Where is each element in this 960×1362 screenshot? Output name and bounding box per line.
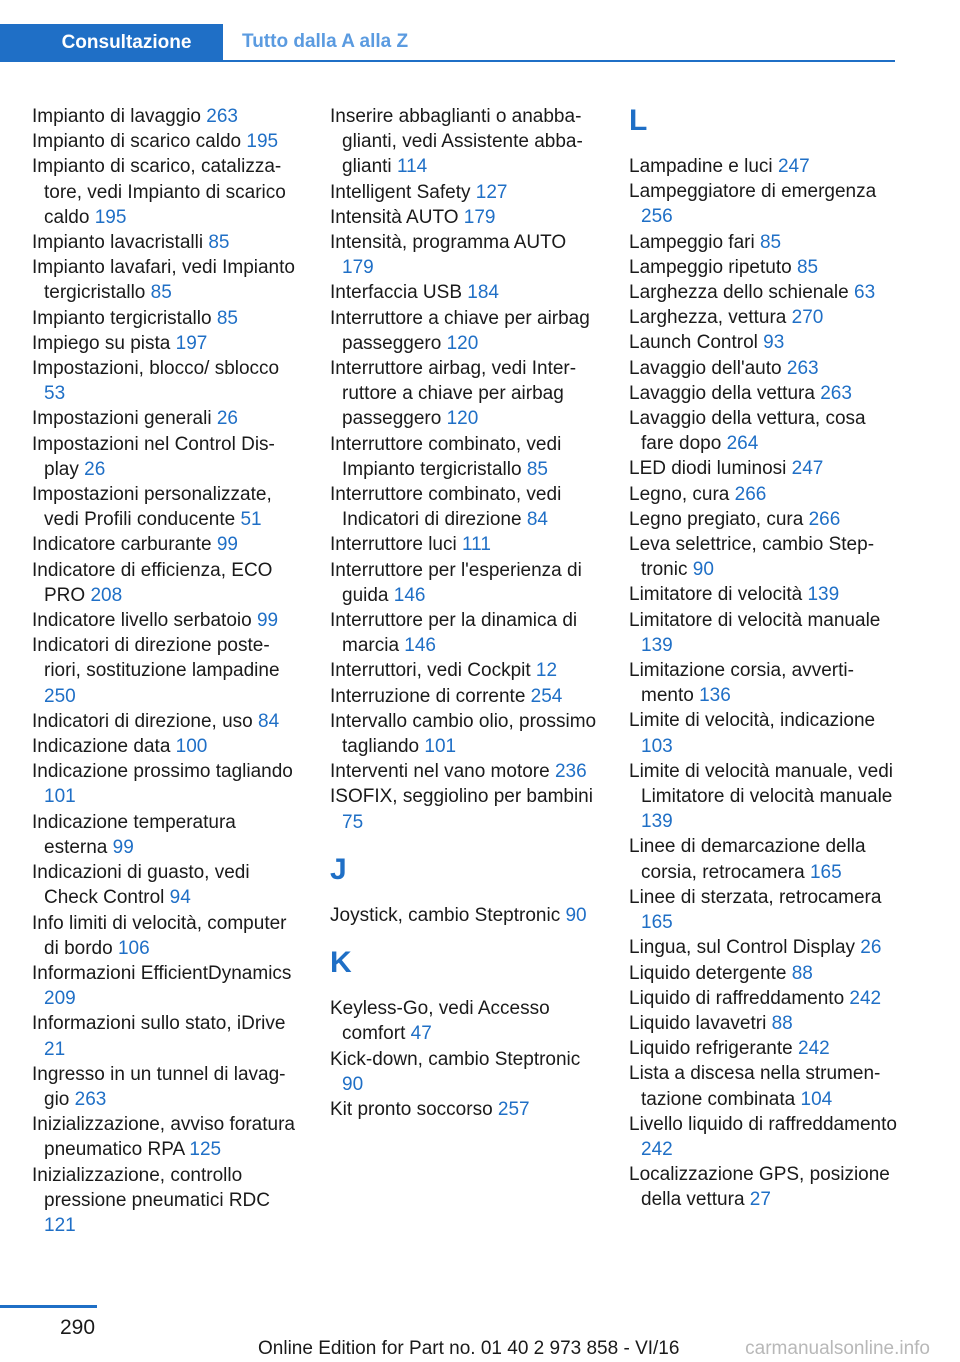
index-entry [629, 507, 897, 532]
entry-text: Indicatore carburante [32, 534, 212, 556]
page-link[interactable]: 114 [396, 156, 428, 178]
page-link[interactable]: 165 [641, 912, 673, 934]
entry-text: Lavaggio dell'auto [629, 357, 782, 379]
page-link[interactable]: 94 [169, 887, 191, 909]
page-link[interactable]: 12 [535, 660, 558, 682]
index-entry [32, 255, 300, 305]
entry-text: Indicatori di direzione, uso [32, 710, 253, 732]
page-link[interactable]: 75 [342, 811, 364, 833]
page-link[interactable]: 179 [342, 257, 374, 279]
page-link[interactable]: 270 [791, 307, 824, 329]
entry-text: Impostazioni personalizzate, vedi Profili conducente [32, 484, 272, 531]
page-link[interactable]: 263 [820, 382, 852, 404]
entry-text: Interruttore airbag, vedi Interruttore a chiave per airbag passeggero [330, 358, 577, 430]
entry-text: Localizzazione GPS, posizione della vettura [629, 1164, 890, 1211]
page-link[interactable]: 127 [475, 181, 508, 203]
entry-text: Informazioni EfficientDynamics [32, 962, 292, 984]
entry-text: Lavaggio della vettura [629, 382, 815, 404]
index-entry [629, 305, 897, 330]
page-link[interactable]: 209 [44, 988, 76, 1010]
entry-text: Interfaccia USB [330, 282, 462, 304]
page-link[interactable]: 47 [410, 1023, 432, 1045]
entry-text: Indicazione temperatura esterna [32, 811, 236, 858]
entry-text: Inserire abbaglianti o anabbaglianti, vedi Assistente abbaglianti [330, 106, 583, 178]
entry-text: Kit pronto soccorso [330, 1098, 493, 1120]
page-link[interactable]: 256 [641, 206, 673, 228]
index-entry [32, 709, 300, 734]
page-link[interactable]: 146 [404, 635, 436, 657]
index-entry [32, 1062, 300, 1112]
index-entry [32, 306, 300, 331]
page-link[interactable]: 26 [84, 458, 106, 480]
page-link[interactable]: 242 [641, 1138, 673, 1160]
entry-text: Lampadine e luci [629, 156, 773, 177]
index-entry [32, 558, 300, 608]
page-link[interactable]: 121 [44, 1214, 76, 1236]
page-link[interactable]: 120 [446, 332, 479, 354]
page-link[interactable]: 247 [777, 156, 810, 177]
entry-text: Indicatore di efficienza, ECO PRO [32, 559, 273, 606]
index-entry [32, 911, 300, 961]
page-link[interactable]: 139 [807, 584, 840, 606]
entry-text: Impianto lavacristalli [32, 232, 204, 254]
index-entry [330, 104, 602, 180]
page-link[interactable]: 263 [74, 1088, 107, 1110]
entry-text: Larghezza dello schienale [629, 282, 849, 304]
page-link[interactable]: 184 [467, 282, 499, 304]
index-entry [629, 482, 897, 507]
section-tab-consultazione[interactable]: Consultazione [0, 24, 223, 62]
index-entry [32, 230, 300, 255]
page-link[interactable]: 197 [175, 332, 208, 354]
page-link[interactable]: 85 [216, 307, 238, 329]
index-entry [330, 432, 602, 482]
page-link[interactable]: 247 [791, 458, 824, 480]
entry-text: Interruttore luci [330, 534, 457, 556]
index-entry [330, 1047, 602, 1097]
page-link[interactable]: 120 [446, 408, 479, 430]
index-entry [32, 356, 300, 406]
entry-text: Interruttore combinato, vedi Impianto tergicristallo [330, 433, 562, 480]
index-entry [629, 708, 897, 758]
index-entry [330, 709, 602, 759]
entry-text: Leva selettrice, cambio Steptronic [629, 534, 875, 581]
page-link[interactable]: 84 [258, 710, 280, 732]
page-link[interactable]: 90 [692, 559, 714, 581]
index-entry [32, 482, 300, 532]
page-link[interactable]: 88 [771, 1012, 793, 1034]
index-column-1 [32, 104, 300, 1238]
page-link[interactable]: 165 [809, 861, 842, 883]
page-link[interactable]: 90 [565, 904, 587, 926]
page-link[interactable]: 106 [117, 937, 150, 959]
entry-text: Intervallo cambio olio, prossimo tagliando [330, 710, 597, 758]
index-entry [629, 154, 897, 179]
index-column-2 [330, 104, 602, 1122]
page-header [0, 24, 895, 62]
watermark: carmanualsonline.info [745, 1338, 930, 1359]
index-column-3 [629, 104, 897, 1213]
index-entry [330, 532, 602, 557]
entry-text: Intelligent Safety [330, 181, 471, 203]
page-link[interactable]: 101 [424, 736, 457, 758]
index-entry [629, 381, 897, 406]
entry-text: Indicazioni di guasto, vedi Check Control [32, 862, 250, 909]
entry-text: Lampeggio fari [629, 231, 755, 253]
index-entry [629, 1061, 897, 1111]
entry-text: Lista a discesa nella strumentazione combinata [629, 1063, 881, 1110]
entry-text: Limite di velocità manuale, vedi Limitatore di velocità manuale [629, 760, 894, 808]
letter-heading-j: J [330, 852, 347, 886]
index-entry [330, 759, 602, 784]
index-entry [629, 986, 897, 1011]
index-entry [330, 784, 602, 834]
index-entry [32, 759, 300, 809]
entry-text: Interventi nel vano motore [330, 761, 550, 783]
page-link[interactable]: 88 [791, 962, 813, 984]
entry-text: Info limiti di velocità, computer di bordo [32, 912, 287, 959]
entry-text: Informazioni sullo stato, iDrive [32, 1013, 286, 1035]
entry-text: Lampeggio ripetuto [629, 256, 792, 278]
page-link[interactable]: 85 [150, 282, 172, 304]
index-entry [330, 482, 602, 532]
page-link[interactable]: 266 [808, 508, 841, 530]
entry-text: Interruttore a chiave per airbag passeggero [330, 307, 590, 354]
page-link[interactable]: 99 [256, 610, 279, 632]
page-link[interactable]: 104 [800, 1088, 833, 1110]
index-entry [629, 406, 897, 456]
index-entry [629, 1162, 897, 1212]
page-link[interactable]: 103 [641, 735, 673, 757]
index-entry [32, 406, 300, 431]
page-link[interactable]: 195 [94, 206, 127, 228]
entry-text: Lampeggiatore di emergenza [629, 181, 877, 203]
index-entry [32, 608, 300, 633]
entry-text: Larghezza, vettura [629, 307, 787, 329]
footer-rule [0, 1305, 97, 1308]
index-entry [629, 759, 897, 835]
index-entry [330, 558, 602, 608]
page-link[interactable]: 85 [526, 458, 548, 480]
entry-text: Ingresso in un tunnel di lavaggio [32, 1063, 286, 1110]
index-entry [330, 903, 602, 928]
page-link[interactable]: 26 [216, 408, 238, 430]
entry-text: Liquido lavavetri [629, 1012, 767, 1034]
page-link[interactable]: 101 [44, 786, 76, 808]
page-link[interactable]: 250 [44, 685, 76, 707]
index-entry [32, 1163, 300, 1239]
page-number: 290 [60, 1316, 96, 1339]
index-entry [32, 104, 300, 129]
entry-text: Impianto lavafari, vedi Impianto tergicristallo [32, 257, 295, 304]
index-entry [629, 179, 897, 229]
index-entry [32, 331, 300, 356]
entry-text: Indicatore livello serbatoio [32, 610, 252, 632]
index-entry [629, 456, 897, 481]
entry-text: Impostazioni, blocco/ sblocco [32, 358, 280, 380]
entry-text: Impianto di scarico caldo [32, 131, 242, 153]
index-entry [330, 180, 602, 205]
page-link[interactable]: 257 [497, 1098, 530, 1120]
entry-text: Interruttore per la dinamica di marcia [330, 610, 578, 657]
index-entry [330, 608, 602, 658]
index-entry [32, 154, 300, 230]
index-entry [330, 1097, 602, 1122]
letter-heading-k: K [330, 946, 352, 980]
index-entry [32, 734, 300, 759]
entry-text: Lingua, sul Control Display [629, 937, 856, 959]
entry-text: Indicatori di direzione posteriori, sostituzione lampadine [32, 635, 280, 682]
index-entry [330, 230, 602, 280]
index-entry [330, 356, 602, 432]
index-entry [32, 432, 300, 482]
entry-text: Limite di velocità, indicazione [629, 710, 876, 732]
index-entry [330, 280, 602, 305]
index-entry [629, 532, 897, 582]
index-entry [629, 1112, 897, 1162]
page-link[interactable]: 90 [342, 1073, 364, 1095]
index-entry [629, 834, 897, 884]
index-entry [32, 1112, 300, 1162]
entry-text: Interruttori, vedi Cockpit [330, 660, 531, 682]
entry-text: Legno, cura [629, 483, 730, 505]
page-link[interactable]: 242 [849, 987, 882, 1009]
entry-text: Livello liquido di raffreddamento [629, 1113, 897, 1135]
page-link[interactable]: 195 [246, 131, 279, 153]
page-link[interactable]: 84 [526, 509, 548, 531]
entry-text: Kick-down, cambio Steptronic [330, 1048, 581, 1070]
index-entry [330, 306, 602, 356]
index-entry [32, 532, 300, 557]
entry-text: Impostazioni generali [32, 408, 212, 430]
index-entry [629, 961, 897, 986]
page-link[interactable]: 242 [798, 1038, 830, 1060]
page-link[interactable]: 146 [393, 584, 426, 606]
page-link[interactable]: 53 [44, 383, 66, 405]
page-link[interactable]: 125 [189, 1139, 222, 1161]
entry-text: Impianto di lavaggio [32, 106, 201, 127]
index-entry [629, 356, 897, 381]
entry-text: Launch Control [629, 332, 758, 354]
page-link[interactable]: 139 [641, 634, 673, 656]
index-entry [32, 810, 300, 860]
entry-text: Limitatore di velocità manuale [629, 609, 881, 631]
entry-text: Linee di sterzata, retrocamera [629, 886, 882, 908]
page-link[interactable]: 93 [763, 332, 785, 354]
page-link[interactable]: 139 [641, 811, 673, 833]
entry-text: Interruttore per l'esperienza di guida [330, 559, 582, 606]
entry-text: Limitazione corsia, avvertimento [629, 660, 854, 707]
entry-text: Liquido di raffreddamento [629, 987, 845, 1009]
index-entry [32, 129, 300, 154]
entry-text: Legno pregiato, cura [629, 508, 804, 530]
page-link[interactable]: 208 [90, 584, 123, 606]
entry-text: Interruttore combinato, vedi Indicatori di direzione [330, 484, 562, 531]
page-link[interactable]: 236 [554, 761, 587, 783]
index-entry [629, 658, 897, 708]
page-link[interactable]: 179 [463, 206, 496, 228]
index-entry [629, 230, 897, 255]
entry-text: Linee di demarcazione della corsia, retrocamera [629, 836, 866, 883]
page-link[interactable]: 27 [749, 1189, 771, 1211]
page-link[interactable]: 85 [208, 232, 230, 254]
entry-text: Intensità AUTO [330, 206, 459, 228]
page-link[interactable]: 21 [44, 1038, 66, 1060]
page-link[interactable]: 26 [860, 937, 882, 959]
page-link[interactable]: 254 [530, 685, 563, 707]
index-entry [330, 684, 602, 709]
letter-heading-l: L [629, 104, 648, 137]
index-entry [32, 1011, 300, 1061]
entry-text: ISOFIX, seggiolino per bambini [330, 786, 593, 808]
index-entry [629, 885, 897, 935]
index-entry [330, 205, 602, 230]
page-link[interactable]: 63 [854, 282, 876, 304]
entry-text: Inizializzazione, avviso foratura pneumatico RPA [32, 1114, 295, 1161]
page-link[interactable]: 85 [796, 256, 819, 278]
page-link[interactable]: 99 [216, 534, 238, 556]
index-entry [32, 860, 300, 910]
index-entry [629, 330, 897, 355]
entry-text: Inizializzazione, controllo pressione pneumatici RDC [32, 1164, 270, 1211]
entry-text: Lavaggio della vettura, cosa fare dopo [629, 408, 866, 455]
index-entry [629, 608, 897, 658]
page-link[interactable]: 111 [462, 534, 491, 556]
index-entry [629, 280, 897, 305]
entry-text: Liquido refrigerante [629, 1038, 793, 1060]
entry-text: Interruzione di corrente [330, 685, 526, 707]
entry-text: Intensità, programma AUTO [330, 232, 567, 254]
index-entry [32, 633, 300, 709]
entry-text: Limitatore di velocità [629, 584, 803, 606]
entry-text: Impostazioni nel Control Display [32, 433, 275, 480]
entry-text: Impiego su pista [32, 332, 171, 354]
index-entry [330, 996, 602, 1046]
index-entry [629, 935, 897, 960]
section-tab-a-z[interactable]: Tutto dalla A alla Z [242, 31, 409, 52]
edition-note: Online Edition for Part no. 01 40 2 973 858 - VI/16 [258, 1338, 680, 1359]
entry-text: Impianto di scarico, catalizzatore, vedi Impianto di scarico caldo [32, 156, 286, 228]
index-entry [32, 961, 300, 1011]
page-link[interactable]: 85 [759, 231, 782, 253]
page-link[interactable]: 136 [699, 685, 731, 707]
entry-text: Impianto tergicristallo [32, 307, 212, 329]
page-link[interactable]: 266 [734, 483, 767, 505]
page-link[interactable]: 263 [786, 357, 819, 379]
index-entry [330, 658, 602, 683]
index-entry [629, 255, 897, 280]
entry-text: Indicazione data [32, 736, 171, 758]
page-link[interactable]: 100 [175, 736, 208, 758]
entry-text: Indicazione prossimo tagliando [32, 761, 293, 783]
entry-text: Liquido detergente [629, 962, 787, 984]
page-link[interactable]: 99 [112, 836, 134, 858]
entry-text: Keyless-Go, vedi Accesso comfort [330, 998, 550, 1045]
page-link[interactable]: 263 [206, 106, 238, 127]
index-entry [629, 582, 897, 607]
index-entry [629, 1036, 897, 1061]
header-rule [223, 60, 895, 62]
page-link[interactable]: 51 [240, 509, 262, 531]
entry-text: LED diodi luminosi [629, 458, 787, 480]
entry-text: Joystick, cambio Steptronic [330, 904, 561, 926]
index-entry [629, 1011, 897, 1036]
page-link[interactable]: 264 [726, 433, 759, 455]
